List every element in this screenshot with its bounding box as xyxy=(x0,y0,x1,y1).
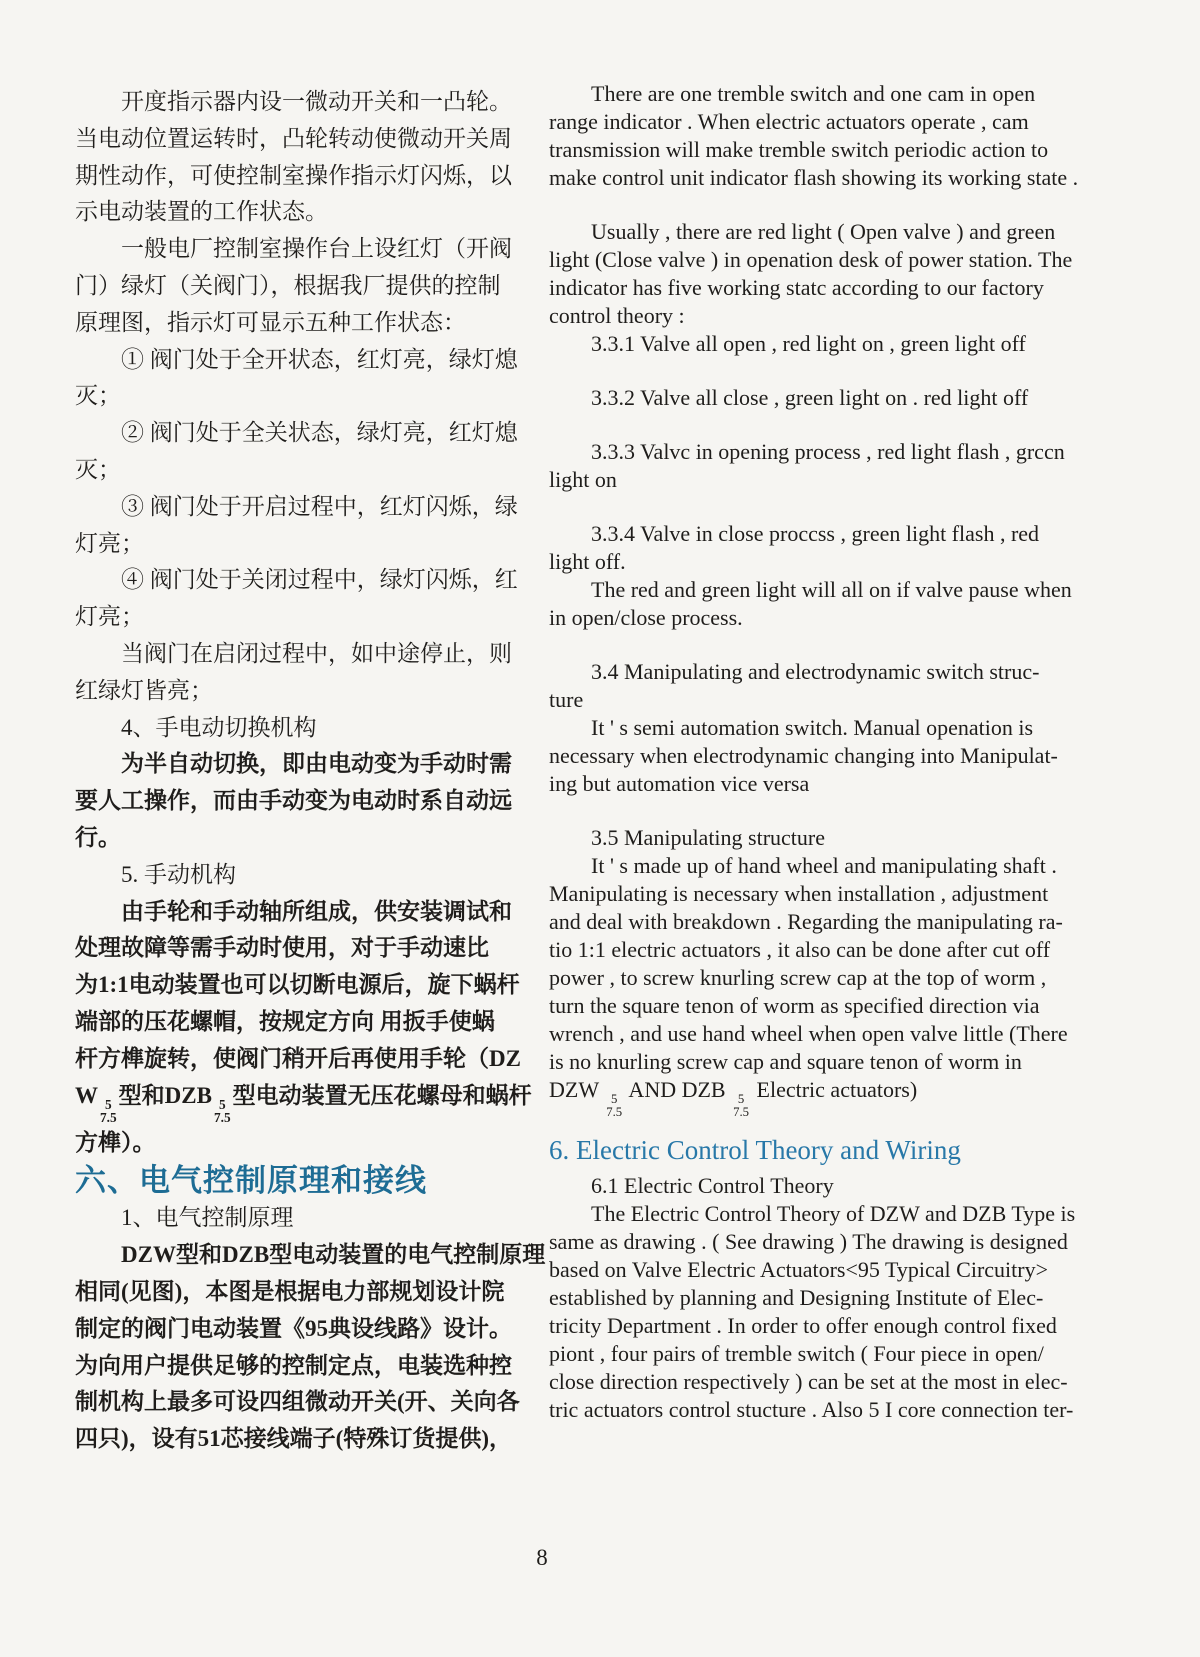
text-line: indicator has five working statc according to our factory xyxy=(549,275,1044,300)
text-line: 为向用户提供足够的控制定点，电装选种控 xyxy=(75,1352,512,1378)
text-line: 当电动位置运转时，凸轮转动使微动开关周 xyxy=(75,125,512,151)
section-heading: 六、电气控制原理和接线 xyxy=(75,1163,427,1199)
text-line: established by planning and Designing Institute of Elec- xyxy=(549,1284,1044,1310)
text-line: 一般电厂控制室操作台上设红灯（开阀 xyxy=(121,236,512,262)
text-line: necessary when electrodynamic changing into Manipulat- xyxy=(549,743,1058,768)
stacked-fraction: 5 7.5 xyxy=(213,1097,231,1125)
text-line: 灭； xyxy=(75,456,121,482)
text-line: 相同(见图)，本图是根据电力部规划设计院 xyxy=(75,1278,505,1304)
text-line: 开度指示器内设一微动开关和一凸轮。 xyxy=(121,89,512,114)
text-line: 门）绿灯（关阀门），根据我厂提供的控制 xyxy=(75,272,501,298)
text-line: piont , four pairs of tremble switch ( Four piece in open/ xyxy=(549,1340,1044,1366)
text-line: ④ 阀门处于关闭过程中，绿灯闪烁，红 xyxy=(121,567,518,593)
text-line: light on xyxy=(549,467,617,492)
text-line: power , to screw knurling screw cap at the top of worm , xyxy=(549,965,1047,990)
text-line: 3.4 Manipulating and electrodynamic switch struc- xyxy=(591,659,1040,684)
text-line: and deal with breakdown . Regarding the manipulating ra- xyxy=(549,909,1063,934)
text-line: W 5 7.5 型和DZB 5 7.5 型电动装置无压花螺母和蜗杆 xyxy=(75,1082,532,1125)
text-line: 端部的压花螺帽，按规定方向 用扳手使蜗 xyxy=(75,1008,495,1034)
stacked-fraction: 5 7.5 xyxy=(100,1097,117,1125)
page-number: 8 xyxy=(536,1545,548,1570)
text-line: It ' s semi automation switch. Manual openation is xyxy=(591,715,1034,740)
text-line: Usually , there are red light ( Open valve ) and green xyxy=(591,219,1056,244)
text-line: 6.1 Electric Control Theory xyxy=(591,1172,834,1198)
text-line: Manipulating is necessary when installation , adjustment xyxy=(549,881,1049,906)
text-line: based on Valve Electric Actuators<95 Typical Circuitry> xyxy=(549,1256,1048,1282)
text-line: 当阀门在启闭过程中，如中途停止，则 xyxy=(121,640,512,666)
text-line: turn the square tenon of worm as specified direction via xyxy=(549,993,1040,1018)
text-line: control theory : xyxy=(549,303,685,328)
text-line: wrench , and use hand wheel when open valve little (There xyxy=(549,1021,1068,1046)
text-line: 1、电气控制原理 xyxy=(121,1205,294,1231)
text-line: 3.5 Manipulating structure xyxy=(591,825,826,850)
text-line: ture xyxy=(549,687,584,712)
text-line: tio 1:1 electric actuators , it also can be done after cut off xyxy=(549,937,1051,962)
text-line: ③ 阀门处于开启过程中，红灯闪烁，绿 xyxy=(121,493,518,519)
text-line: range indicator . When electric actuators operate , cam xyxy=(549,109,1029,134)
text-line: 5. 手动机构 xyxy=(121,861,236,887)
text-line: There are one tremble switch and one cam in open xyxy=(591,81,1036,106)
text-line: The Electric Control Theory of DZW and DZB Type is xyxy=(591,1200,1076,1226)
text-line: 灯亮； xyxy=(75,604,144,630)
text-line: 3.3.4 Valve in close proccss , green light flash , red xyxy=(591,521,1040,546)
text-line: 4、手电动切换机构 xyxy=(121,714,317,740)
text-line: 示电动装置的工作状态。 xyxy=(75,199,328,225)
text-line: DZW 5 7.5 AND DZB 5 7.5 Electric actuators) xyxy=(549,1077,918,1119)
text-line: 方榫）。 xyxy=(75,1129,156,1155)
text-line: 杆方榫旋转，使阀门稍开后再使用手轮（DZ xyxy=(75,1045,521,1071)
stacked-fraction: 5 7.5 xyxy=(606,1092,623,1119)
text-line: transmission will make tremble switch periodic action to xyxy=(549,137,1049,162)
text-line: same as drawing . ( See drawing ) The drawing is designed xyxy=(549,1228,1068,1254)
text-line: 原理图，指示灯可显示五种工作状态： xyxy=(75,309,466,335)
text-line: 制机构上最多可设四组微动开关(开、关向各 xyxy=(75,1389,520,1415)
text-line: 行。 xyxy=(75,824,121,850)
text-line: 由手轮和手动轴所组成，供安装调试和 xyxy=(121,898,512,924)
text-line: 要人工操作，而由手动变为电动时系自动远 xyxy=(75,788,512,814)
text-line: ② 阀门处于全关状态，绿灯亮，红灯熄 xyxy=(121,420,518,446)
text-line: close direction respectively ) can be set at the most in elec- xyxy=(549,1368,1068,1394)
text-line: 处理故障等需手动时使用，对于手动速比 xyxy=(75,935,489,961)
text-line: 为半自动切换，即由电动变为手动时需 xyxy=(121,751,512,777)
text-line: DZW型和DZB型电动装置的电气控制原理 xyxy=(121,1242,546,1268)
text-line: ing but automation vice versa xyxy=(549,771,810,796)
chinese-text-column xyxy=(75,84,546,1458)
text-line: 红绿灯皆亮； xyxy=(75,677,213,703)
english-text-column xyxy=(549,80,1127,1424)
text-line: 灯亮； xyxy=(75,530,144,556)
text-line: tric actuators control stucture . Also 5 I core connection ter- xyxy=(549,1396,1074,1422)
text-line: 为1:1电动装置也可以切断电源后，旋下蜗杆 xyxy=(75,972,520,998)
text-line: The red and green light will all on if valve pause when xyxy=(591,577,1072,602)
text-line: tricity Department . In order to offer enough control fixed xyxy=(549,1312,1057,1338)
text-line: 3.3.3 Valvc in opening process , red light flash , grccn xyxy=(591,439,1065,464)
text-line: 四只)，设有51芯接线端子(特殊订货提供)， xyxy=(75,1426,512,1452)
stacked-fraction: 5 7.5 xyxy=(733,1092,750,1119)
text-line: light (Close valve ) in openation desk of power station. The xyxy=(549,247,1073,272)
text-line: 3.3.1 Valve all open , red light on , green light off xyxy=(591,331,1026,356)
text-line: 3.3.2 Valve all close , green light on . red light off xyxy=(591,385,1029,410)
text-line: in open/close process. xyxy=(549,605,743,630)
section-heading: 6. Electric Control Theory and Wiring xyxy=(549,1134,961,1165)
text-line: 期性动作，可使控制室操作指示灯闪烁，以 xyxy=(75,162,512,188)
text-line: 灭； xyxy=(75,383,121,409)
text-line: light off. xyxy=(549,549,626,574)
text-line: It ' s made up of hand wheel and manipulating shaft . xyxy=(591,853,1057,878)
text-line: is no knurling screw cap and square tenon of worm in xyxy=(549,1049,1022,1074)
text-line: ① 阀门处于全开状态，红灯亮，绿灯熄 xyxy=(121,346,518,372)
text-line: 制定的阀门电动装置《95典设线路》设计。 xyxy=(75,1315,512,1341)
text-line: make control unit indicator flash showing its working state . xyxy=(549,165,1079,190)
